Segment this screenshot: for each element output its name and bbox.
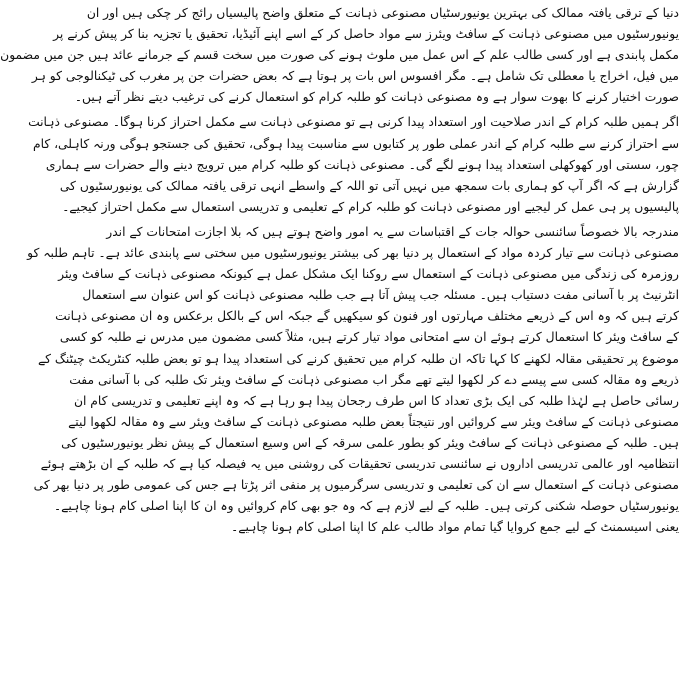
text-line: گزارش ہے کہ اگر آپ کو ہماری بات سمجھ میں نہیں آتی تو اللہ کے واسطے انہی ترقی یافتہ ممالک کی یونیورسٹیوں کی [59, 178, 679, 193]
text-line: یونیورسٹیاں حوصلہ شکنی کرتی ہیں۔ طلبہ کے لیے لازم ہے کہ وہ جو بھی کام کروائیں وہ ان کا اپنا اصلی کام ہونا چاہیے۔ [53, 499, 679, 514]
paragraph-2 [28, 112, 679, 217]
text-line: یعنی اسیسمنٹ کے لیے جمع کروایا گیا تمام مواد طالب علم کا اپنا اصلی کام ہونا چاہیے۔ [231, 520, 679, 535]
text-line: انٹرنیٹ پر با آسانی مفت دستیاب ہیں۔ مسئلہ جب پیش آتا ہے جب طلبہ مصنوعی ذہانت کو اس عنوان سے استعمال [82, 288, 679, 303]
text-line: مصنوعی ذہانت کے استعمال سے ان کی تعلیمی و تدریسی سرگرمیوں پر منفی اثر پڑتا ہے جس کی عمومی طور پر دنیا بھر کی [33, 478, 679, 493]
text-line: رسائی حاصل ہے لہٰذا طلبہ کی ایک بڑی تعداد کا اس طرف رجحان پیدا ہو رہا ہے کہ وہ اپنے تعلیمی و تدریسی کام ان [73, 393, 679, 408]
text-line: صورت اختیار کرنے کا بھوت سوار ہے وہ مصنوعی ذہانت کو طلبہ کرام کو استعمال کرنے کی ترغیب دیتے نظر آتے ہیں۔ [74, 90, 679, 105]
article-page [0, 3, 679, 697]
text-line: اگر ہمیں طلبہ کرام کے اندر صلاحیت اور استعداد پیدا کرنی ہے تو مصنوعی ذہانت سے مکمل احتراز کرنا ہوگا۔ مصنوعی ذہانت [28, 115, 679, 130]
text-line: مکمل پابندی ہے اور کسی طالب علم کے اس عمل میں ملوث ہونے کی صورت میں سخت قسم کے جرمانے عائد ہیں جن میں مضمون [0, 48, 679, 63]
text-line: کرتے ہیں کہ وہ اس کے ذریعے مختلف مہارتوں اور فنون کو سیکھیں گے جبکہ اس کے بالکل برعکس وہ ان مصنوعی ذہانت [55, 309, 679, 324]
text-line: ہیں۔ طلبہ کے مصنوعی ذہانت کے سافٹ ویئر کو بطور علمی سرقہ کے اس وسیع استعمال کے پیش نظر یونیورسٹیوں کی [61, 435, 679, 450]
text-line: روزمرہ کی زندگی میں مصنوعی ذہانت کے استعمال سے روکنا ایک مشکل عمل ہے کیونکہ مصنوعی ذہانت کے سافٹ ویئر [58, 267, 679, 282]
text-line: یونیورسٹیوں میں مصنوعی ذہانت کے سافٹ ویئرز سے مواد حاصل کر کے اسے اپنے آئیڈیا، تحقیق یا تجزیہ بنا کر پیش کرنے پر [53, 27, 679, 42]
text-line: مصنوعی ذہانت سے تیار کردہ مواد کے استعمال پر دنیا بھر کی بیشتر یونیورسٹیوں میں سختی سے پابندی عائد ہے۔ تاہم طلبہ کو [27, 246, 679, 261]
text-line: مصنوعی ذہانت کے سافٹ ویئر سے کروائیں اور نتیجتاً بعض طلبہ مصنوعی ذہانت کے سافٹ ویئر سے وہ مقالہ لکھوا لیتے [68, 414, 679, 429]
text-line: پالیسیوں پر ہی عمل کر لیجیے اور مصنوعی ذہانت کو طلبہ کرام کے تعلیمی و تدریسی استعمال سے مکمل احتراز کیجیے۔ [62, 199, 679, 214]
paragraph-3 [27, 222, 679, 538]
text-line: انتظامیہ اور عالمی تدریسی اداروں نے سائنسی تدریسی تحقیقات کی روشنی میں یہ فیصلہ کیا ہے کہ طلبہ کے ان بڑھتے ہوئے [40, 456, 679, 471]
text-line: مندرجہ بالا خصوصاً سائنسی حوالہ جات کے اقتباسات سے یہ امور واضح ہوتے ہیں کہ بلا اجازت امتحانات کے اندر [106, 224, 679, 239]
text-line: دنیا کے ترقی یافتہ ممالک کی بہترین یونیورسٹیاں مصنوعی ذہانت کے متعلق واضح پالیسیاں رائج کر چکی ہیں اور ان [86, 6, 679, 20]
text-line: کے سافٹ ویئر کا استعمال کرتے ہوئے ان سے امتحانی مواد تیار کرتے ہیں، مثلاً کسی مضمون میں مدرس نے طلبہ کو کسی [59, 330, 679, 345]
text-line: چور، سستی اور کھوکھلی استعداد پیدا ہونے لگے گی۔ مصنوعی ذہانت کو طلبہ کرام میں ترویج دینے والے حضرات سے ہماری [45, 157, 679, 172]
text-line: سے احتراز کرنے سے طلبہ کرام کے اندر عملی طور پر کتابوں سے مناسبت پیدا ہوگی، تحقیق کی جستجو ہوگی ورنہ کاہلی، کام [32, 136, 679, 151]
text-line: ذریعے وہ مقالہ کسی سے پیسے دے کر لکھوا لیتے تھے مگر اب مصنوعی ذہانت کے سافٹ ویئر تک طلبہ کی با آسانی مفت [69, 372, 679, 387]
paragraph-1 [0, 3, 679, 108]
text-line: میں فیل، اخراج یا معطلی تک شامل ہے۔ مگر افسوس اس بات پر ہوتا ہے کہ بعض حضرات جن پر مغرب کی ٹیکنالوجی کو ہر [31, 69, 679, 84]
text-line: موضوع پر تحقیقی مقالہ لکھنے کا کہا تاکہ ان طلبہ کرام میں تحقیق کرنے کی استعداد پیدا ہو تو بعض طلبہ کنٹریکٹ چیٹنگ کے [37, 351, 679, 366]
